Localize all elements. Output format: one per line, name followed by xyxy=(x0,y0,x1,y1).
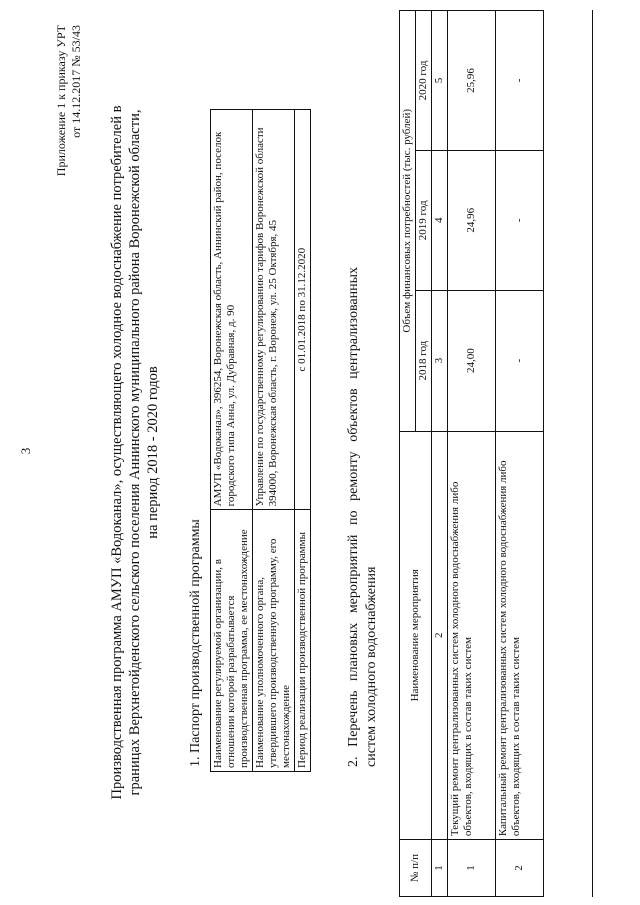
row-2019: 24,96 xyxy=(448,150,496,290)
row-2019: - xyxy=(496,150,544,290)
measures-table xyxy=(399,10,544,897)
table-row xyxy=(295,110,311,772)
column-number: 2 xyxy=(432,431,448,840)
row-num: 1 xyxy=(448,840,496,897)
page-number: 3 xyxy=(18,447,33,455)
appendix-line-2: от 14.12.2017 № 53/43 xyxy=(69,25,83,138)
table-row xyxy=(253,110,295,772)
column-number: 4 xyxy=(432,150,448,290)
passport-value: с 01.01.2018 по 31.12.2020 xyxy=(295,110,311,510)
appendix-note xyxy=(54,25,84,185)
row-2018: 24,00 xyxy=(448,290,496,431)
title-line-1: Производственная программа АМУП «Водоканал», осуществляющего холодное водоснабжение потребителей в xyxy=(109,105,125,800)
section2-heading: 2. Перечень плановых мероприятий по ремонту объектов централизованных систем холодного водоснабжения xyxy=(346,267,379,767)
row-name: Текущий ремонт централизованных систем холодного водоснабжения либо объектов, входящих в состав таких систем xyxy=(448,431,496,840)
table-header-row xyxy=(400,11,416,897)
column-number-row xyxy=(432,11,448,897)
table-row xyxy=(448,11,496,897)
row-2018: - xyxy=(496,290,544,431)
header-name: Наименование мероприятия xyxy=(400,431,432,840)
row-num: 2 xyxy=(496,840,544,897)
passport-value: Управление по государственному регулированию тарифов Воронежской области 394000, Воронежская область, г. Воронеж, ул. 25 Октября, 45 xyxy=(253,110,295,510)
header-volume: Объем финансовых потребностей (тыс. рублей) xyxy=(400,11,416,432)
table-row xyxy=(496,11,544,897)
table-row xyxy=(211,110,253,772)
passport-value: АМУП «Водоканал», 396254, Воронежская область, Аннинский район, поселок городского типа Анна, ул. Дубравная, д. 90 xyxy=(211,110,253,510)
column-number: 5 xyxy=(432,11,448,151)
header-2020: 2020 год xyxy=(416,11,432,151)
passport-label: Наименование уполномоченного органа, утвердившего производственную программу, его местонахождение xyxy=(253,510,295,772)
title-line-3: на период 2018 - 2020 годов xyxy=(145,366,161,539)
column-number: 3 xyxy=(432,290,448,431)
title-line-2: границах Верхнетойденского сельского поселения Аннинского муниципального района Воронежской области, xyxy=(127,109,143,796)
row-name: Капитальный ремонт централизованных систем холодного водоснабжения либо объектов, входящих в состав таких систем xyxy=(496,431,544,840)
passport-label: Период реализации производственной программы xyxy=(295,510,311,772)
appendix-line-1: Приложение 1 к приказу УРТ xyxy=(54,25,68,177)
section1-heading: 1. Паспорт производственной программы xyxy=(188,519,203,767)
passport-table xyxy=(210,109,311,772)
row-2020: - xyxy=(496,11,544,151)
header-2019: 2019 год xyxy=(416,150,432,290)
header-num: № п/п xyxy=(400,840,432,897)
page-bottom-rule xyxy=(592,10,593,897)
row-2020: 25,96 xyxy=(448,11,496,151)
column-number: 1 xyxy=(432,840,448,897)
passport-label: Наименование регулируемой организации, в отношении которой разрабатывается производственная программа, ее местонахождение xyxy=(211,510,253,772)
header-2018: 2018 год xyxy=(416,290,432,431)
document-title xyxy=(108,60,162,845)
